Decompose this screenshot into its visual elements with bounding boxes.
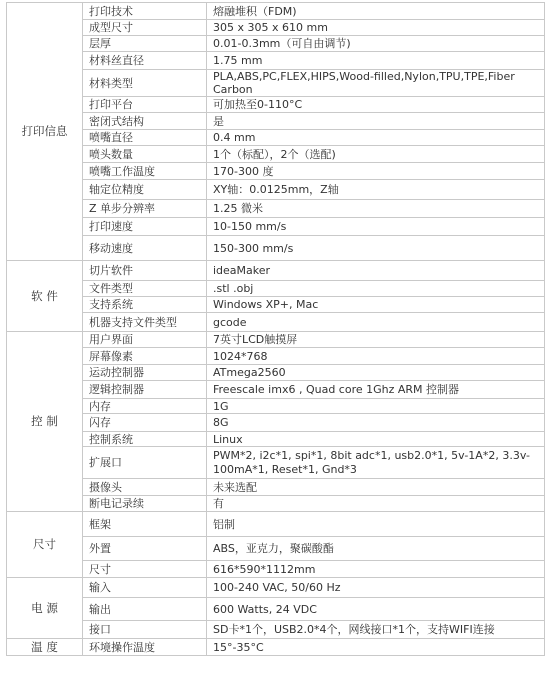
- spec-row: [7, 146, 545, 163]
- spec-label: 切片软件: [83, 261, 207, 281]
- spec-label: 文件类型: [83, 281, 207, 297]
- spec-label: 接口: [83, 621, 207, 639]
- spec-row: [7, 479, 545, 496]
- spec-value: ABS，亚克力，聚碳酸酯: [207, 537, 545, 561]
- spec-label: 移动速度: [83, 236, 207, 261]
- spec-row: [7, 399, 545, 414]
- spec-label: 断电记录续: [83, 496, 207, 512]
- spec-value: 10-150 mm/s: [207, 218, 545, 236]
- spec-value: Freescale imx6 , Quad core 1Ghz ARM 控制器: [207, 381, 545, 399]
- spec-value: 熔融堆积（FDM): [207, 3, 545, 20]
- spec-row: [7, 332, 545, 348]
- spec-label: 尺寸: [83, 561, 207, 578]
- spec-label: 输入: [83, 578, 207, 598]
- spec-row: [7, 70, 545, 97]
- category-cell: 软 件: [7, 261, 83, 332]
- spec-value: 未来选配: [207, 479, 545, 496]
- spec-label: 轴定位精度: [83, 180, 207, 200]
- spec-row: [7, 3, 545, 20]
- category-cell: 电 源: [7, 578, 83, 639]
- spec-row: [7, 447, 545, 479]
- spec-row: [7, 52, 545, 70]
- spec-label: 打印技术: [83, 3, 207, 20]
- spec-row: [7, 381, 545, 399]
- spec-row: [7, 281, 545, 297]
- spec-value: 15°-35°C: [207, 639, 545, 656]
- spec-row: [7, 414, 545, 432]
- spec-value: PWM*2, i2c*1, spi*1, 8bit adc*1, usb2.0*1, 5v-1A*2, 3.3v-100mA*1, Reset*1, Gnd*3: [207, 447, 545, 479]
- spec-value: XY轴：0.0125mm，Z轴: [207, 180, 545, 200]
- spec-label: 材料类型: [83, 70, 207, 97]
- spec-table: [6, 2, 545, 656]
- spec-value: 7英寸LCD触摸屏: [207, 332, 545, 348]
- spec-label: 屏幕像素: [83, 348, 207, 365]
- spec-row: [7, 200, 545, 218]
- spec-row: [7, 621, 545, 639]
- category-cell: 控 制: [7, 332, 83, 512]
- spec-label: 密闭式结构: [83, 113, 207, 130]
- spec-value: 1024*768: [207, 348, 545, 365]
- spec-value: Linux: [207, 432, 545, 447]
- spec-row: [7, 218, 545, 236]
- spec-row: [7, 639, 545, 656]
- spec-label: 机器支持文件类型: [83, 313, 207, 332]
- spec-value: 150-300 mm/s: [207, 236, 545, 261]
- spec-value: 可加热至0-110°C: [207, 97, 545, 113]
- spec-row: [7, 163, 545, 180]
- spec-value: 0.4 mm: [207, 130, 545, 146]
- spec-value: 铝制: [207, 512, 545, 537]
- spec-value: 8G: [207, 414, 545, 432]
- spec-row: [7, 365, 545, 381]
- spec-row: [7, 598, 545, 621]
- spec-label: 层厚: [83, 36, 207, 52]
- spec-value: 1.75 mm: [207, 52, 545, 70]
- spec-row: [7, 236, 545, 261]
- spec-value: 600 Watts, 24 VDC: [207, 598, 545, 621]
- spec-label: 喷头数量: [83, 146, 207, 163]
- spec-label: 成型尺寸: [83, 20, 207, 36]
- spec-row: [7, 97, 545, 113]
- spec-label: 打印平台: [83, 97, 207, 113]
- spec-label: 控制系统: [83, 432, 207, 447]
- spec-row: [7, 578, 545, 598]
- spec-row: [7, 561, 545, 578]
- spec-label: 输出: [83, 598, 207, 621]
- spec-value: .stl .obj: [207, 281, 545, 297]
- spec-label: 打印速度: [83, 218, 207, 236]
- category-cell: 尺寸: [7, 512, 83, 578]
- spec-label: 内存: [83, 399, 207, 414]
- category-cell: 打印信息: [7, 3, 83, 261]
- spec-row: [7, 261, 545, 281]
- spec-value: ideaMaker: [207, 261, 545, 281]
- spec-row: [7, 130, 545, 146]
- spec-row: [7, 36, 545, 52]
- spec-label: 材料丝直径: [83, 52, 207, 70]
- spec-label: 喷嘴直径: [83, 130, 207, 146]
- spec-value: ATmega2560: [207, 365, 545, 381]
- spec-value: 1个（标配），2个（选配): [207, 146, 545, 163]
- spec-label: 运动控制器: [83, 365, 207, 381]
- spec-label: 扩展口: [83, 447, 207, 479]
- spec-value: SD卡*1个，USB2.0*4个，网线接口*1个，支持WIFI连接: [207, 621, 545, 639]
- spec-label: Z 单步分辨率: [83, 200, 207, 218]
- spec-row: [7, 537, 545, 561]
- spec-row: [7, 512, 545, 537]
- spec-row: [7, 313, 545, 332]
- spec-value: Windows XP+, Mac: [207, 297, 545, 313]
- spec-label: 喷嘴工作温度: [83, 163, 207, 180]
- spec-value: 1G: [207, 399, 545, 414]
- spec-value: 170-300 度: [207, 163, 545, 180]
- spec-label: 环境操作温度: [83, 639, 207, 656]
- spec-row: [7, 297, 545, 313]
- category-cell: 温 度: [7, 639, 83, 656]
- spec-value: PLA,ABS,PC,FLEX,HIPS,Wood-filled,Nylon,TPU,TPE,Fiber Carbon: [207, 70, 545, 97]
- spec-value: 616*590*1112mm: [207, 561, 545, 578]
- spec-label: 闪存: [83, 414, 207, 432]
- spec-value: gcode: [207, 313, 545, 332]
- spec-label: 支持系统: [83, 297, 207, 313]
- spec-row: [7, 432, 545, 447]
- spec-row: [7, 496, 545, 512]
- spec-table-body: [7, 3, 545, 656]
- spec-label: 摄像头: [83, 479, 207, 496]
- spec-row: [7, 348, 545, 365]
- spec-value: 305 x 305 x 610 mm: [207, 20, 545, 36]
- spec-value: 0.01-0.3mm（可自由调节): [207, 36, 545, 52]
- spec-label: 框架: [83, 512, 207, 537]
- spec-row: [7, 180, 545, 200]
- spec-value: 有: [207, 496, 545, 512]
- spec-row: [7, 113, 545, 130]
- spec-row: [7, 20, 545, 36]
- spec-label: 逻辑控制器: [83, 381, 207, 399]
- spec-label: 外置: [83, 537, 207, 561]
- spec-value: 是: [207, 113, 545, 130]
- spec-value: 100-240 VAC, 50/60 Hz: [207, 578, 545, 598]
- spec-value: 1.25 微米: [207, 200, 545, 218]
- spec-label: 用户界面: [83, 332, 207, 348]
